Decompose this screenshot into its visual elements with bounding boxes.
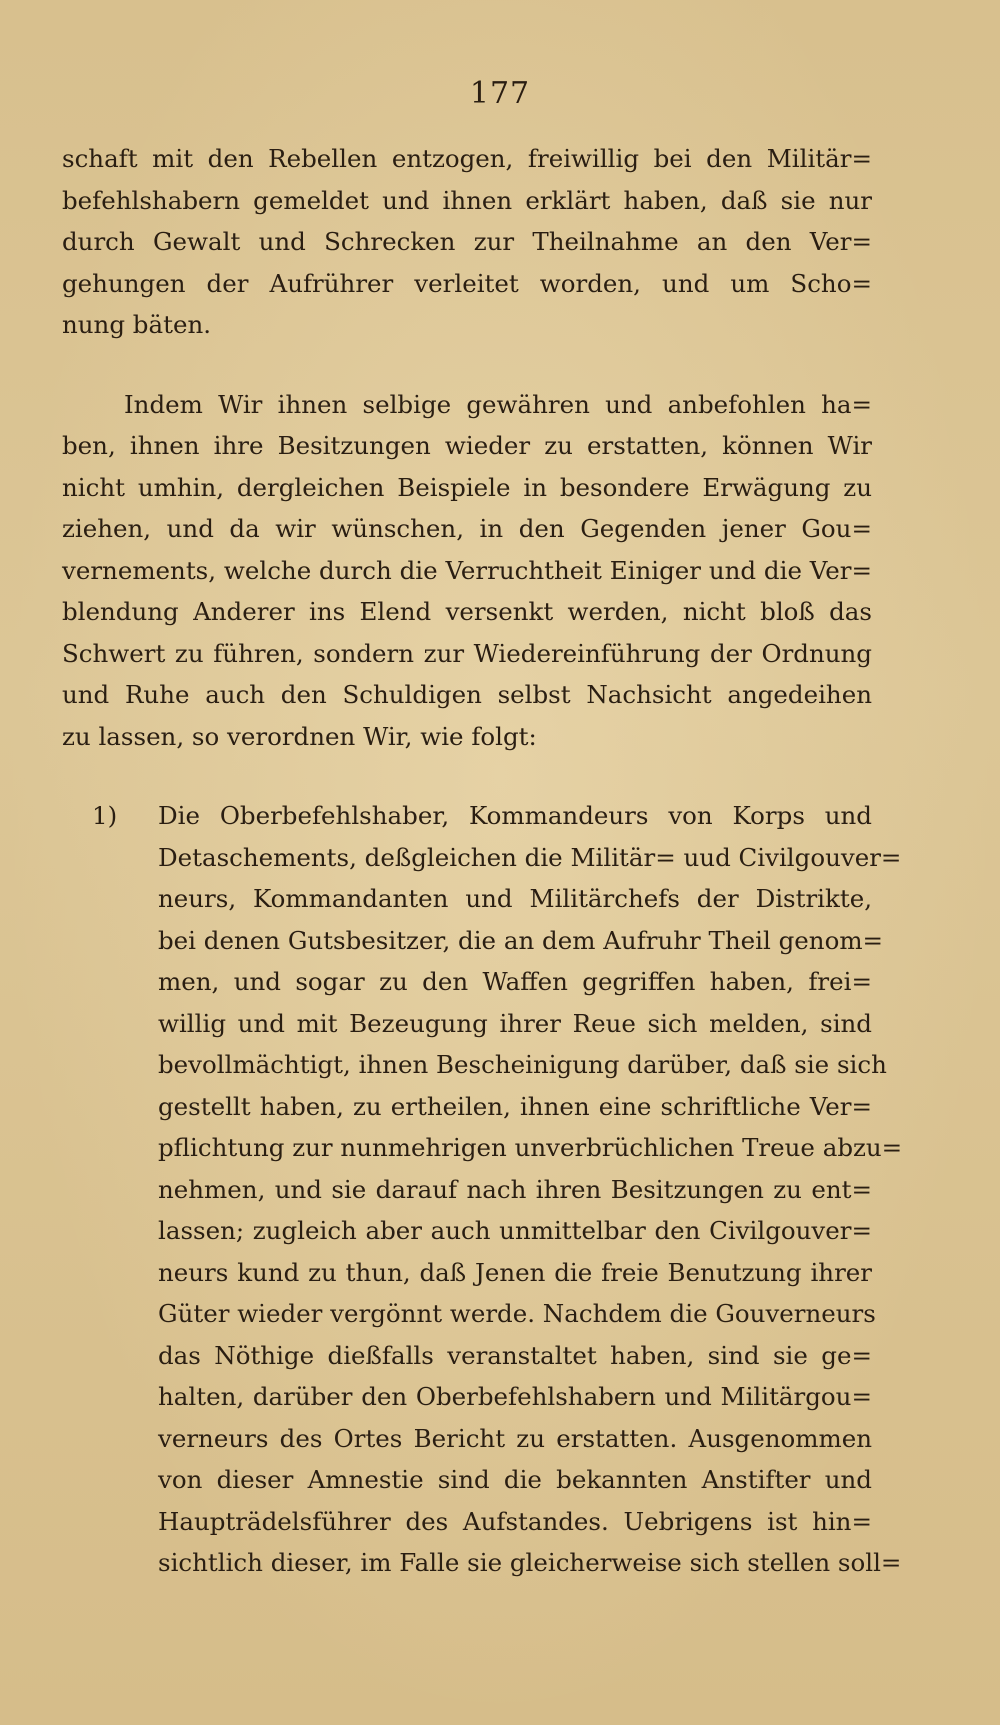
text-line: nicht umhin, dergleichen Beispiele in besondere Erwägung zu [62, 472, 872, 502]
text-line: Indem Wir ihnen selbige gewähren und anbefohlen ha= [124, 389, 872, 419]
text-line: gehungen der Aufrührer verleitet worden, und um Scho= [62, 268, 872, 298]
text-line: willig und mit Bezeugung ihrer Reue sich melden, sind [158, 1008, 872, 1038]
text-line: nehmen, und sie darauf nach ihren Besitzungen zu ent= [158, 1174, 872, 1204]
list-item-1 [62, 795, 903, 1584]
text-line: pflichtung zur nunmehrigen unverbrüchlichen Treue abzu= [158, 1133, 903, 1162]
paragraph-continuation [62, 138, 872, 346]
text-line: und Ruhe auch den Schuldigen selbst Nachsicht angedeihen [62, 680, 872, 709]
paragraph-gap [62, 757, 872, 795]
text-line: schaft mit den Rebellen entzogen, freiwillig bei den Militär= [62, 144, 872, 173]
text-line: men, und sogar zu den Waffen gegriffen haben, frei= [158, 967, 872, 996]
text-line: durch Gewalt und Schrecken zur Theilnahme an den Ver= [62, 227, 872, 256]
text-line: ziehen, und da wir wünschen, in den Gegenden jener Gou= [62, 514, 872, 543]
text-line: bevollmächtigt, ihnen Bescheinigung darüber, daß sie sich [158, 1050, 887, 1079]
text-line: Die Oberbefehlshaber, Kommandeurs von Korps und [158, 801, 872, 830]
text-line: Schwert zu führen, sondern zur Wiedereinführung der Ordnung [62, 638, 872, 668]
text-line: zu lassen, so verordnen Wir, wie folgt: [62, 721, 537, 751]
list-item-number: 1) [92, 801, 118, 830]
text-line: befehlshabern gemeldet und ihnen erklärt haben, daß sie nur [62, 185, 872, 215]
text-line: blendung Anderer ins Elend versenkt werden, nicht bloß das [62, 597, 872, 626]
text-line: verneurs des Ortes Bericht zu erstatten. Ausgenommen [158, 1423, 872, 1453]
text-line: das Nöthige dießfalls veranstaltet haben, sind sie ge= [158, 1340, 872, 1370]
text-line: sichtlich dieser, im Falle sie gleicherweise sich stellen soll= [158, 1548, 902, 1577]
text-line: neurs, Kommandanten und Militärchefs der Distrikte, [158, 884, 872, 913]
text-line: Detaschements, deßgleichen die Militär= uud Civilgouver= [158, 842, 902, 872]
body-text [62, 138, 903, 1584]
text-line: Haupträdelsführer des Aufstandes. Uebrigens ist hin= [158, 1506, 872, 1536]
text-line: vernements, welche durch die Verruchtheit Einiger und die Ver= [62, 555, 872, 585]
text-line: halten, darüber den Oberbefehlshabern und Militärgou= [158, 1382, 872, 1411]
text-line: von dieser Amnestie sind die bekannten Anstifter und [158, 1465, 872, 1494]
text-line: gestellt haben, zu ertheilen, ihnen eine schriftliche Ver= [158, 1091, 872, 1121]
paragraph-decree [62, 384, 872, 758]
page-number: 177 [469, 76, 531, 111]
text-line: nung bäten. [62, 310, 212, 339]
paragraph-gap [62, 346, 872, 384]
text-line: lassen; zugleich aber auch unmittelbar den Civilgouver= [158, 1216, 872, 1245]
text-line: Güter wieder vergönnt werde. Nachdem die Gouverneurs [158, 1299, 876, 1328]
list-item-first-line [62, 795, 872, 837]
text-line: ben, ihnen ihre Besitzungen wieder zu erstatten, können Wir [62, 431, 872, 460]
text-line: neurs kund zu thun, daß Jenen die freie Benutzung ihrer [158, 1257, 872, 1287]
text-line: bei denen Gutsbesitzer, die an dem Aufruhr Theil genom= [158, 925, 884, 955]
